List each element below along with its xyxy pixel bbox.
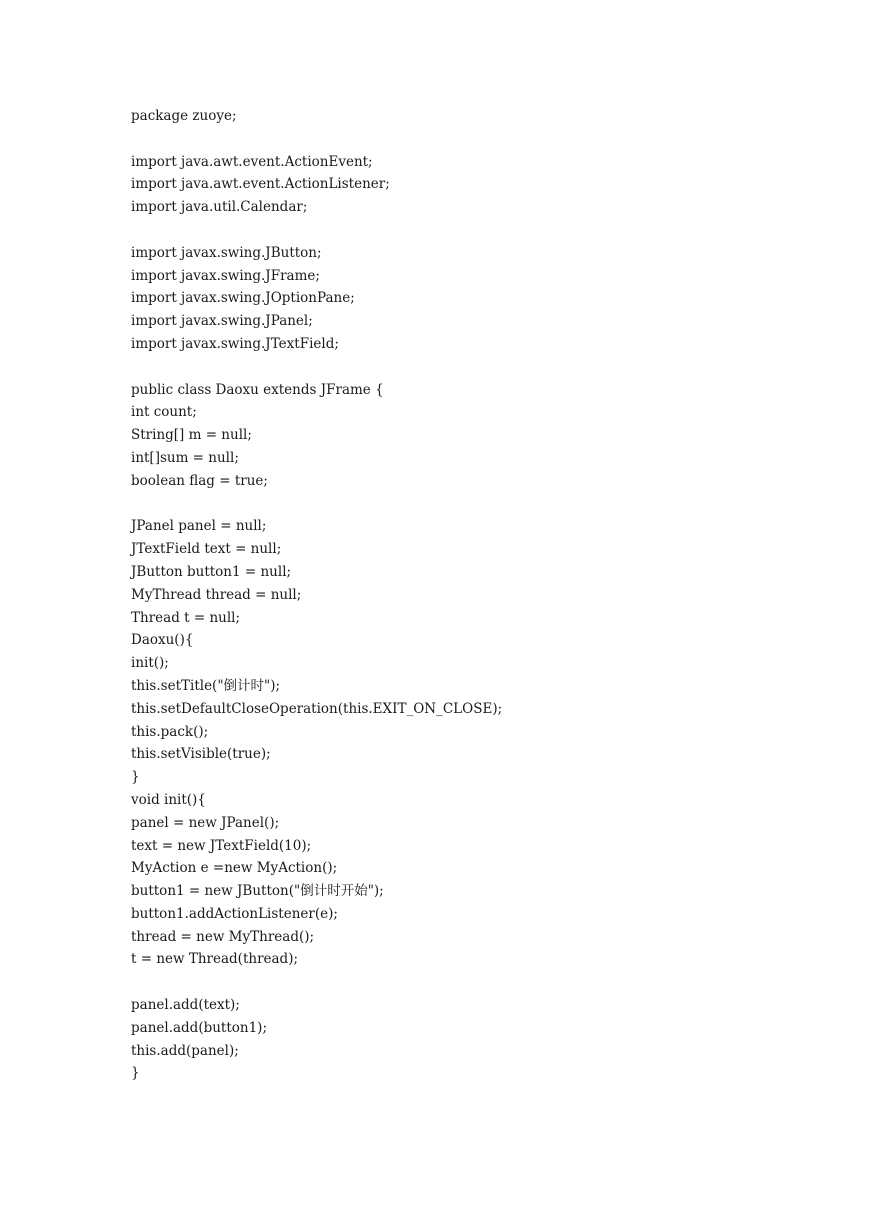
code-line: import javax.swing.JOptionPane;: [131, 290, 355, 307]
code-line: Thread t = null;: [131, 609, 241, 626]
code-listing: [131, 105, 502, 1085]
code-line: [131, 219, 502, 242]
code-line: text = new JTextField(10);: [131, 837, 312, 854]
code-line: init();: [131, 655, 169, 672]
code-line: panel.add(text);: [131, 997, 240, 1014]
code-line: [131, 493, 502, 516]
code-line: thread = new MyThread();: [131, 928, 315, 945]
code-line: }: [131, 769, 140, 786]
code-line: import javax.swing.JPanel;: [131, 313, 313, 330]
code-line: import javax.swing.JButton;: [131, 244, 322, 261]
code-line: import java.util.Calendar;: [131, 199, 308, 216]
code-line: public class Daoxu extends JFrame {: [131, 381, 384, 398]
code-line: this.setTitle("倒计时");: [131, 677, 281, 694]
code-line: boolean flag = true;: [131, 472, 268, 489]
code-line: import javax.swing.JFrame;: [131, 267, 320, 284]
code-line: this.add(panel);: [131, 1042, 239, 1059]
code-line: int[]sum = null;: [131, 449, 239, 466]
code-line: [131, 356, 502, 379]
code-line: }: [131, 1065, 140, 1082]
code-line: [131, 971, 502, 994]
code-line: void init(){: [131, 791, 206, 808]
code-line: package zuoye;: [131, 108, 237, 124]
code-line: t = new Thread(thread);: [131, 951, 299, 968]
code-line: MyThread thread = null;: [131, 586, 302, 603]
code-line: int count;: [131, 404, 197, 421]
code-line: JButton button1 = null;: [131, 563, 292, 580]
code-line: this.setVisible(true);: [131, 746, 271, 763]
code-line: this.pack();: [131, 723, 209, 740]
code-line: panel.add(button1);: [131, 1019, 267, 1036]
code-line: JPanel panel = null;: [131, 518, 267, 535]
code-line: this.setDefaultCloseOperation(this.EXIT_ON_CLOSE);: [131, 700, 503, 717]
code-line: panel = new JPanel();: [131, 814, 280, 831]
code-line: [131, 128, 502, 151]
code-line: button1.addActionListener(e);: [131, 905, 338, 922]
code-line: import java.awt.event.ActionEvent;: [131, 153, 373, 170]
code-line: JTextField text = null;: [131, 541, 282, 558]
code-line: MyAction e =new MyAction();: [131, 860, 338, 877]
code-line: import javax.swing.JTextField;: [131, 335, 339, 352]
code-line: Daoxu(){: [131, 632, 194, 649]
code-line: String[] m = null;: [131, 427, 252, 444]
code-line: button1 = new JButton("倒计时开始");: [131, 883, 384, 900]
code-line: import java.awt.event.ActionListener;: [131, 176, 390, 193]
